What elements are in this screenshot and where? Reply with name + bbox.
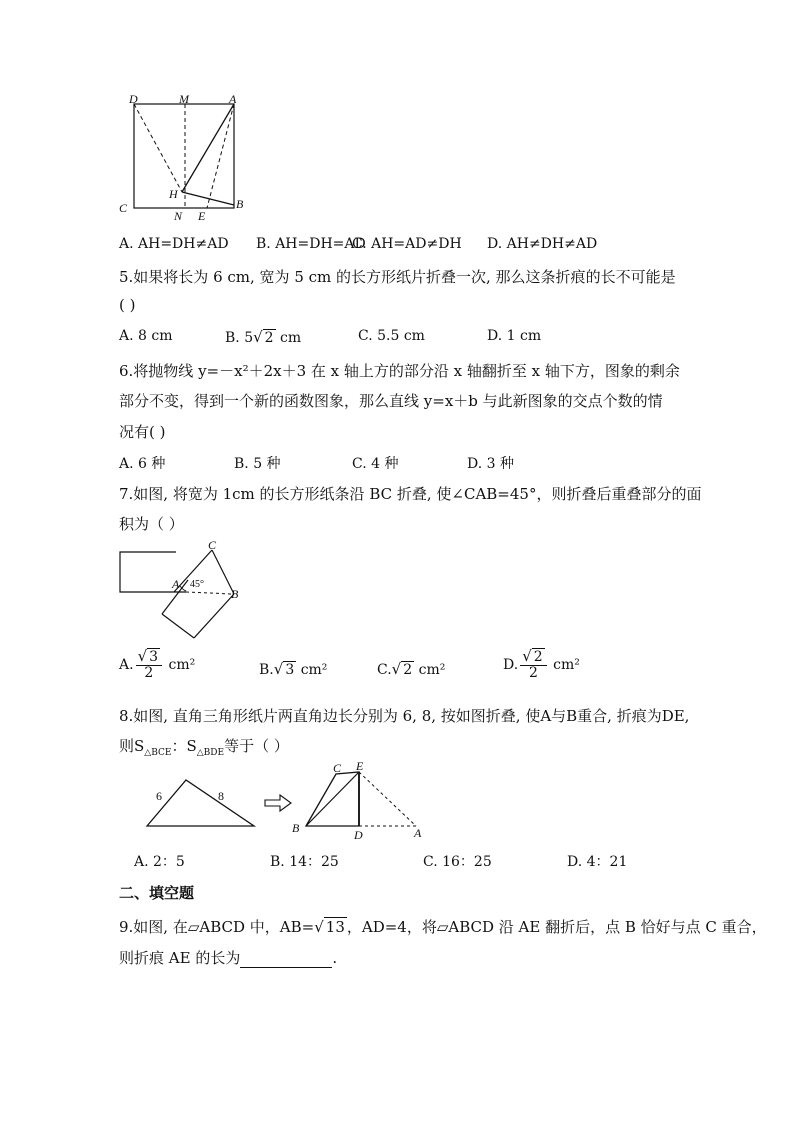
label-b: B xyxy=(231,587,239,601)
label-n: N xyxy=(174,209,183,222)
label-8: 8 xyxy=(218,789,224,803)
q8-option-a: A. 2：5 xyxy=(134,854,185,870)
q5-option-c: C. 5.5 cm xyxy=(358,328,425,344)
strip-lower-edge xyxy=(162,614,194,638)
section-title: 二、填空题 xyxy=(119,884,195,902)
q7-option-a-denominator: 2 xyxy=(144,665,154,682)
q5-option-a: A. 8 cm xyxy=(119,328,173,344)
figure-triangle-fold xyxy=(140,760,440,840)
q5-line1: 5.如果将长为 6 cm, 宽为 5 cm 的长方形纸片折叠一次, 那么这条折痕的长不可能是 xyxy=(119,268,676,286)
fold-a-b xyxy=(186,592,232,594)
q6-option-a: A. 6 种 xyxy=(119,456,166,472)
q7-line1: 7.如图, 将宽为 1cm 的长方形纸条沿 BC 折叠, 使∠CAB=45°，则折叠后重叠部分的面 xyxy=(119,485,702,503)
q7-option-d-unit: cm² xyxy=(553,656,580,673)
dashed-e-a xyxy=(359,772,416,826)
q7-option-a-prefix: A. xyxy=(119,656,134,673)
label-b: B xyxy=(292,821,300,835)
q9-line2-suffix: . xyxy=(332,949,338,967)
label-d: D xyxy=(129,92,138,106)
q7-option-b-unit: cm² xyxy=(300,662,328,678)
line-a-h xyxy=(182,104,234,192)
q9-radicand: 13 xyxy=(325,918,345,936)
q7-option-b-radicand: 3 xyxy=(285,662,295,678)
q8-line2-mid: ：S xyxy=(171,737,197,755)
q7-option-a-unit: cm² xyxy=(168,656,196,673)
q6-line3: 况有( ) xyxy=(119,423,166,441)
q8-line2 xyxy=(119,735,289,758)
q8-option-b: B. 14：25 xyxy=(270,854,339,870)
q5-option-b-prefix: B. 5 xyxy=(225,330,254,346)
figure-square-fold xyxy=(112,88,252,222)
label-b: B xyxy=(236,197,244,211)
q7-option-d: D. $\frac{√ 2}{2}$ cm² xyxy=(503,647,580,682)
label-6: 6 xyxy=(156,789,162,803)
label-a: A xyxy=(229,92,237,106)
line-a-e xyxy=(207,104,234,208)
q5-line2: ( ) xyxy=(119,296,136,314)
q6-line1: 6.将抛物线 y=－x²＋2x＋3 在 x 轴上方的部分沿 x 轴翻折至 x 轴下方，图象的剩余 xyxy=(119,362,680,380)
q4-option-c: C. AH=AD≠DH xyxy=(352,236,462,252)
q8-option-d: D. 4：21 xyxy=(567,854,628,870)
arrow-icon xyxy=(265,795,291,811)
q8-sub-bde: △BDE xyxy=(196,748,225,758)
q9-line1-prefix: 9.如图, 在▱ABCD 中，AB= xyxy=(119,918,315,936)
q8-line1: 8.如图, 直角三角形纸片两直角边长分别为 6, 8, 按如图折叠, 使A与B重合, 折痕为DE, xyxy=(119,707,690,725)
line-h-b xyxy=(182,192,234,205)
q8-sub-bce: △BCE xyxy=(144,748,172,758)
q6-option-b: B. 5 种 xyxy=(234,456,281,472)
label-c: C xyxy=(333,761,342,775)
q7-option-d-denominator: 2 xyxy=(528,665,538,682)
q7-option-a-radicand: 3 xyxy=(149,649,159,665)
q9-line1: 9.如图, 在▱ABCD 中，AB=√ 13 ，AD=4，将▱ABCD 沿 AE 翻折后，点 B 恰好与点 C 重合， xyxy=(119,918,767,936)
q9-line1-suffix: ，AD=4，将▱ABCD 沿 AE 翻折后，点 B 恰好与点 C 重合， xyxy=(346,918,767,936)
q7-option-b-prefix: B. xyxy=(259,662,274,678)
q8-line2-prefix: 则S xyxy=(119,737,145,755)
q5-option-b-radicand: 2 xyxy=(264,330,274,346)
q7-line2: 积为（ ） xyxy=(119,515,184,533)
q9-line2 xyxy=(119,947,337,968)
label-c: C xyxy=(119,201,128,215)
q7-option-a: A. $\frac{√ 3}{2}$ cm² xyxy=(119,647,196,682)
q6-option-d: D. 3 种 xyxy=(467,456,514,472)
label-d: D xyxy=(354,828,363,840)
q7-option-c-radicand: 2 xyxy=(403,662,413,678)
label-e: E xyxy=(198,209,206,222)
q7-option-c: C.√ 2 cm² xyxy=(377,660,446,678)
q6-option-c: C. 4 种 xyxy=(352,456,399,472)
original-triangle xyxy=(147,780,254,826)
q4-option-b: B. AH=DH=AD xyxy=(256,236,366,252)
q6-line2: 部分不变，得到一个新的函数图象，那么直线 y=x＋b 与此新图象的交点个数的情 xyxy=(119,392,663,410)
q4-option-d: D. AH≠DH≠AD xyxy=(487,236,598,252)
label-m: M xyxy=(179,92,189,106)
label-angle: 45° xyxy=(190,579,204,590)
q7-option-c-unit: cm² xyxy=(418,662,446,678)
label-e: E xyxy=(356,760,364,773)
label-a: A xyxy=(414,826,422,840)
strip-lower-right xyxy=(194,594,234,638)
label-a: A xyxy=(172,577,180,591)
line-d-h xyxy=(134,104,182,192)
q7-option-b: B.√ 3 cm² xyxy=(259,660,328,678)
q5-option-b xyxy=(225,328,301,346)
q5-option-b-unit: cm xyxy=(280,330,302,346)
q5-option-d: D. 1 cm xyxy=(487,328,542,344)
q9-line2-prefix: 则折痕 AE 的长为 xyxy=(119,949,241,967)
figure-paper-strip-fold xyxy=(116,540,246,642)
q4-option-a: A. AH=DH≠AD xyxy=(119,236,229,252)
q7-option-d-radicand: 2 xyxy=(533,649,543,665)
label-c: C xyxy=(208,540,217,552)
q8-line2-suffix: 等于（ ） xyxy=(224,737,289,755)
q7-option-c-prefix: C. xyxy=(377,662,392,678)
answer-blank[interactable] xyxy=(240,953,332,968)
label-h: H xyxy=(169,187,178,201)
q7-option-d-prefix: D. xyxy=(503,656,519,673)
sqrt-sign: √ 2 xyxy=(253,328,274,346)
q8-option-c: C. 16：25 xyxy=(423,854,492,870)
